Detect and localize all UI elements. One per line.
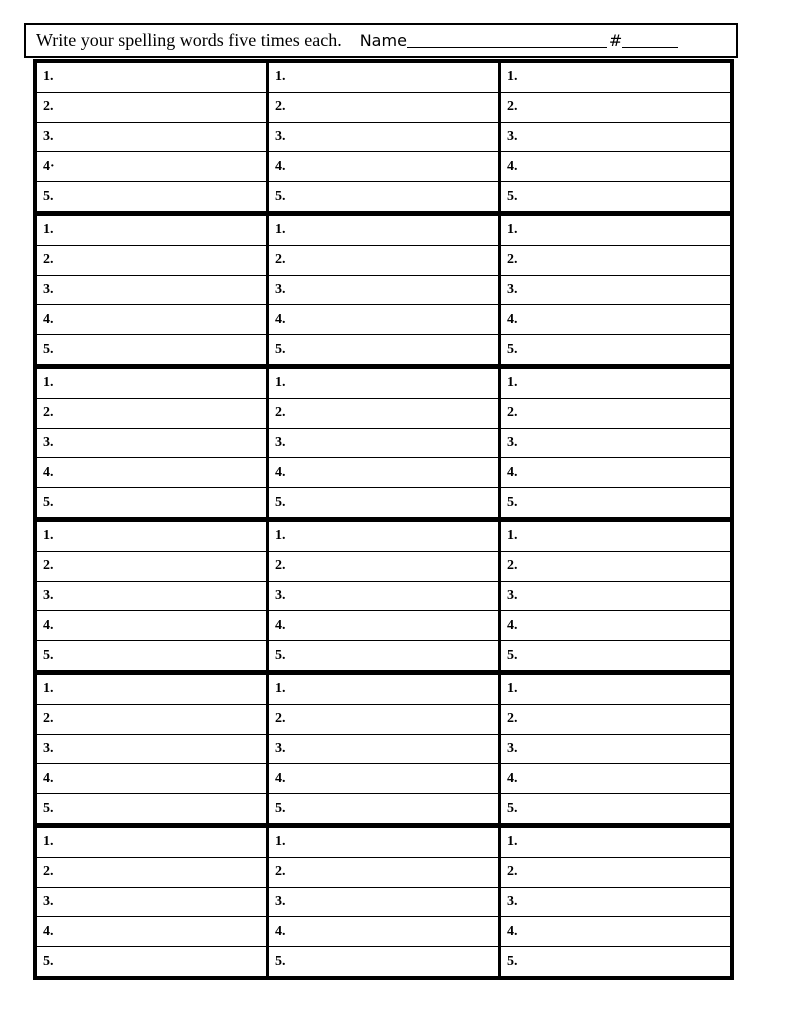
line-number: 5. [275, 647, 286, 663]
word-column [498, 828, 730, 976]
word-column [498, 63, 730, 211]
line-number: 1. [507, 375, 518, 391]
line-number: 1. [507, 222, 518, 238]
word-column [266, 675, 498, 823]
word-column [37, 675, 266, 823]
writing-line[interactable] [37, 794, 266, 823]
word-column [266, 522, 498, 670]
writing-line[interactable] [269, 123, 498, 153]
line-number: 4. [507, 311, 518, 327]
writing-line[interactable] [501, 705, 730, 735]
line-number: 5. [43, 341, 54, 357]
writing-line[interactable] [37, 764, 266, 794]
line-number: 5. [43, 647, 54, 663]
writing-line[interactable] [269, 488, 498, 517]
line-number: 1. [507, 69, 518, 85]
writing-line[interactable] [501, 552, 730, 582]
writing-line[interactable] [269, 917, 498, 947]
writing-line[interactable] [37, 947, 266, 976]
writing-line[interactable] [37, 399, 266, 429]
writing-line[interactable] [37, 63, 266, 93]
writing-line[interactable] [269, 182, 498, 211]
writing-line[interactable] [269, 305, 498, 335]
writing-line[interactable] [37, 429, 266, 459]
line-number: 1. [43, 222, 54, 238]
writing-line[interactable] [501, 828, 730, 858]
writing-line[interactable] [501, 305, 730, 335]
line-number: 1. [43, 528, 54, 544]
line-number: 5. [275, 800, 286, 816]
writing-line[interactable] [501, 123, 730, 153]
line-number: 4. [43, 923, 54, 939]
writing-line[interactable] [37, 93, 266, 123]
line-number: 1. [43, 834, 54, 850]
line-number: 5. [507, 800, 518, 816]
line-number: 2. [275, 405, 286, 421]
line-number: 2. [43, 405, 54, 421]
writing-line[interactable] [269, 794, 498, 823]
line-number: 2. [43, 99, 54, 115]
writing-line[interactable] [269, 369, 498, 399]
line-number: 1. [275, 681, 286, 697]
line-number: 2. [43, 558, 54, 574]
writing-line[interactable] [501, 93, 730, 123]
line-number: 2. [507, 252, 518, 268]
word-column [37, 522, 266, 670]
word-column [266, 369, 498, 517]
line-number: 4. [507, 617, 518, 633]
word-block [37, 364, 730, 517]
line-number: 5. [507, 494, 518, 510]
writing-line[interactable] [37, 123, 266, 153]
word-block [37, 211, 730, 364]
line-number: 2. [275, 99, 286, 115]
writing-line[interactable] [269, 429, 498, 459]
writing-line[interactable] [269, 399, 498, 429]
writing-line[interactable] [501, 182, 730, 211]
writing-line[interactable] [37, 522, 266, 552]
writing-line[interactable] [37, 246, 266, 276]
line-number: 3. [275, 434, 286, 450]
line-number: 4. [507, 770, 518, 786]
writing-line[interactable] [501, 735, 730, 765]
writing-line[interactable] [269, 246, 498, 276]
line-number: 4· [43, 158, 55, 174]
line-number: 3. [275, 587, 286, 603]
line-number: 5. [275, 953, 286, 969]
writing-line[interactable] [501, 276, 730, 306]
writing-line[interactable] [501, 429, 730, 459]
line-number: 5. [275, 341, 286, 357]
line-number: 3. [275, 893, 286, 909]
instruction-text: Write your spelling words five times each. [36, 30, 342, 50]
line-number: 2. [43, 864, 54, 880]
line-number: 3. [43, 434, 54, 450]
writing-line[interactable] [37, 369, 266, 399]
line-number: 2. [507, 558, 518, 574]
writing-line[interactable] [37, 641, 266, 670]
writing-line[interactable] [269, 675, 498, 705]
writing-line[interactable] [501, 611, 730, 641]
writing-line[interactable] [501, 675, 730, 705]
name-label: Name [359, 31, 407, 50]
word-column [37, 828, 266, 976]
line-number: 4. [43, 770, 54, 786]
line-number: 5. [43, 188, 54, 204]
writing-line[interactable] [269, 705, 498, 735]
line-number: 2. [507, 405, 518, 421]
line-number: 3. [43, 587, 54, 603]
writing-line[interactable] [501, 888, 730, 918]
line-number: 5. [275, 494, 286, 510]
spelling-grid [33, 59, 734, 980]
word-column [266, 63, 498, 211]
line-number: 5. [507, 341, 518, 357]
line-number: 4. [275, 464, 286, 480]
writing-line[interactable] [269, 764, 498, 794]
writing-line[interactable] [37, 488, 266, 517]
writing-line[interactable] [37, 735, 266, 765]
writing-line[interactable] [269, 276, 498, 306]
writing-line[interactable] [37, 276, 266, 306]
writing-line[interactable] [501, 522, 730, 552]
writing-line[interactable] [37, 675, 266, 705]
writing-line[interactable] [37, 305, 266, 335]
word-column [498, 216, 730, 364]
number-label: # [608, 31, 623, 50]
line-number: 1. [275, 69, 286, 85]
writing-line[interactable] [501, 335, 730, 364]
writing-line[interactable] [269, 63, 498, 93]
line-number: 3. [507, 434, 518, 450]
line-number: 4. [43, 311, 54, 327]
word-block [37, 63, 730, 211]
line-number: 5. [43, 494, 54, 510]
line-number: 1. [275, 222, 286, 238]
line-number: 2. [43, 252, 54, 268]
word-block [37, 823, 730, 976]
line-number: 3. [43, 893, 54, 909]
writing-line[interactable] [501, 216, 730, 246]
word-column [498, 675, 730, 823]
line-number: 4. [507, 923, 518, 939]
word-column [498, 369, 730, 517]
line-number: 1. [275, 375, 286, 391]
line-number: 1. [507, 681, 518, 697]
writing-line[interactable] [37, 582, 266, 612]
writing-line[interactable] [269, 522, 498, 552]
writing-line[interactable] [269, 335, 498, 364]
line-number: 2. [275, 252, 286, 268]
writing-line[interactable] [269, 735, 498, 765]
word-block [37, 517, 730, 670]
writing-line[interactable] [269, 947, 498, 976]
writing-line[interactable] [501, 641, 730, 670]
writing-line[interactable] [37, 828, 266, 858]
line-number: 1. [43, 681, 54, 697]
word-column [266, 216, 498, 364]
writing-line[interactable] [37, 216, 266, 246]
line-number: 1. [507, 834, 518, 850]
writing-line[interactable] [37, 182, 266, 211]
line-number: 4. [507, 158, 518, 174]
name-field[interactable] [407, 33, 607, 48]
writing-line[interactable] [37, 917, 266, 947]
line-number: 1. [275, 528, 286, 544]
writing-line[interactable] [501, 246, 730, 276]
writing-line[interactable] [269, 828, 498, 858]
line-number: 5. [43, 953, 54, 969]
line-number: 3. [507, 281, 518, 297]
writing-line[interactable] [269, 858, 498, 888]
line-number: 5. [43, 800, 54, 816]
writing-line[interactable] [269, 458, 498, 488]
line-number: 4. [275, 158, 286, 174]
line-number: 1. [43, 69, 54, 85]
line-number: 3. [507, 740, 518, 756]
writing-line[interactable] [269, 611, 498, 641]
line-number: 1. [507, 528, 518, 544]
writing-line[interactable] [269, 641, 498, 670]
line-number: 2. [275, 864, 286, 880]
writing-line[interactable] [501, 764, 730, 794]
line-number: 3. [43, 740, 54, 756]
writing-line[interactable] [37, 858, 266, 888]
writing-line[interactable] [501, 63, 730, 93]
writing-line[interactable] [501, 794, 730, 823]
writing-line[interactable] [501, 947, 730, 976]
line-number: 3. [507, 893, 518, 909]
number-field[interactable] [622, 33, 678, 48]
line-number: 4. [275, 311, 286, 327]
line-number: 3. [507, 587, 518, 603]
line-number: 3. [275, 281, 286, 297]
line-number: 4. [43, 617, 54, 633]
writing-line[interactable] [37, 335, 266, 364]
line-number: 2. [275, 711, 286, 727]
line-number: 2. [43, 711, 54, 727]
line-number: 4. [275, 617, 286, 633]
line-number: 1. [275, 834, 286, 850]
word-column [498, 522, 730, 670]
writing-line[interactable] [269, 152, 498, 182]
writing-line[interactable] [269, 888, 498, 918]
writing-line[interactable] [37, 458, 266, 488]
writing-line[interactable] [269, 93, 498, 123]
line-number: 2. [507, 864, 518, 880]
line-number: 3. [43, 281, 54, 297]
writing-line[interactable] [37, 611, 266, 641]
line-number: 2. [275, 558, 286, 574]
line-number: 4. [507, 464, 518, 480]
writing-line[interactable] [501, 582, 730, 612]
line-number: 4. [43, 464, 54, 480]
writing-line[interactable] [37, 888, 266, 918]
word-column [37, 63, 266, 211]
writing-line[interactable] [37, 152, 266, 182]
writing-line[interactable] [501, 369, 730, 399]
word-column [37, 369, 266, 517]
line-number: 3. [507, 128, 518, 144]
writing-line[interactable] [501, 488, 730, 517]
line-number: 5. [507, 953, 518, 969]
writing-line[interactable] [501, 858, 730, 888]
line-number: 3. [275, 740, 286, 756]
line-number: 4. [275, 923, 286, 939]
word-column [266, 828, 498, 976]
writing-line[interactable] [269, 582, 498, 612]
line-number: 5. [275, 188, 286, 204]
word-column [37, 216, 266, 364]
line-number: 5. [507, 647, 518, 663]
writing-line[interactable] [269, 552, 498, 582]
line-number: 3. [275, 128, 286, 144]
line-number: 2. [507, 99, 518, 115]
line-number: 1. [43, 375, 54, 391]
writing-line[interactable] [501, 458, 730, 488]
line-number: 3. [43, 128, 54, 144]
line-number: 5. [507, 188, 518, 204]
line-number: 4. [275, 770, 286, 786]
writing-line[interactable] [37, 552, 266, 582]
writing-line[interactable] [501, 399, 730, 429]
line-number: 2. [507, 711, 518, 727]
writing-line[interactable] [269, 216, 498, 246]
writing-line[interactable] [501, 152, 730, 182]
worksheet-header [24, 23, 738, 58]
word-block [37, 670, 730, 823]
writing-line[interactable] [501, 917, 730, 947]
writing-line[interactable] [37, 705, 266, 735]
